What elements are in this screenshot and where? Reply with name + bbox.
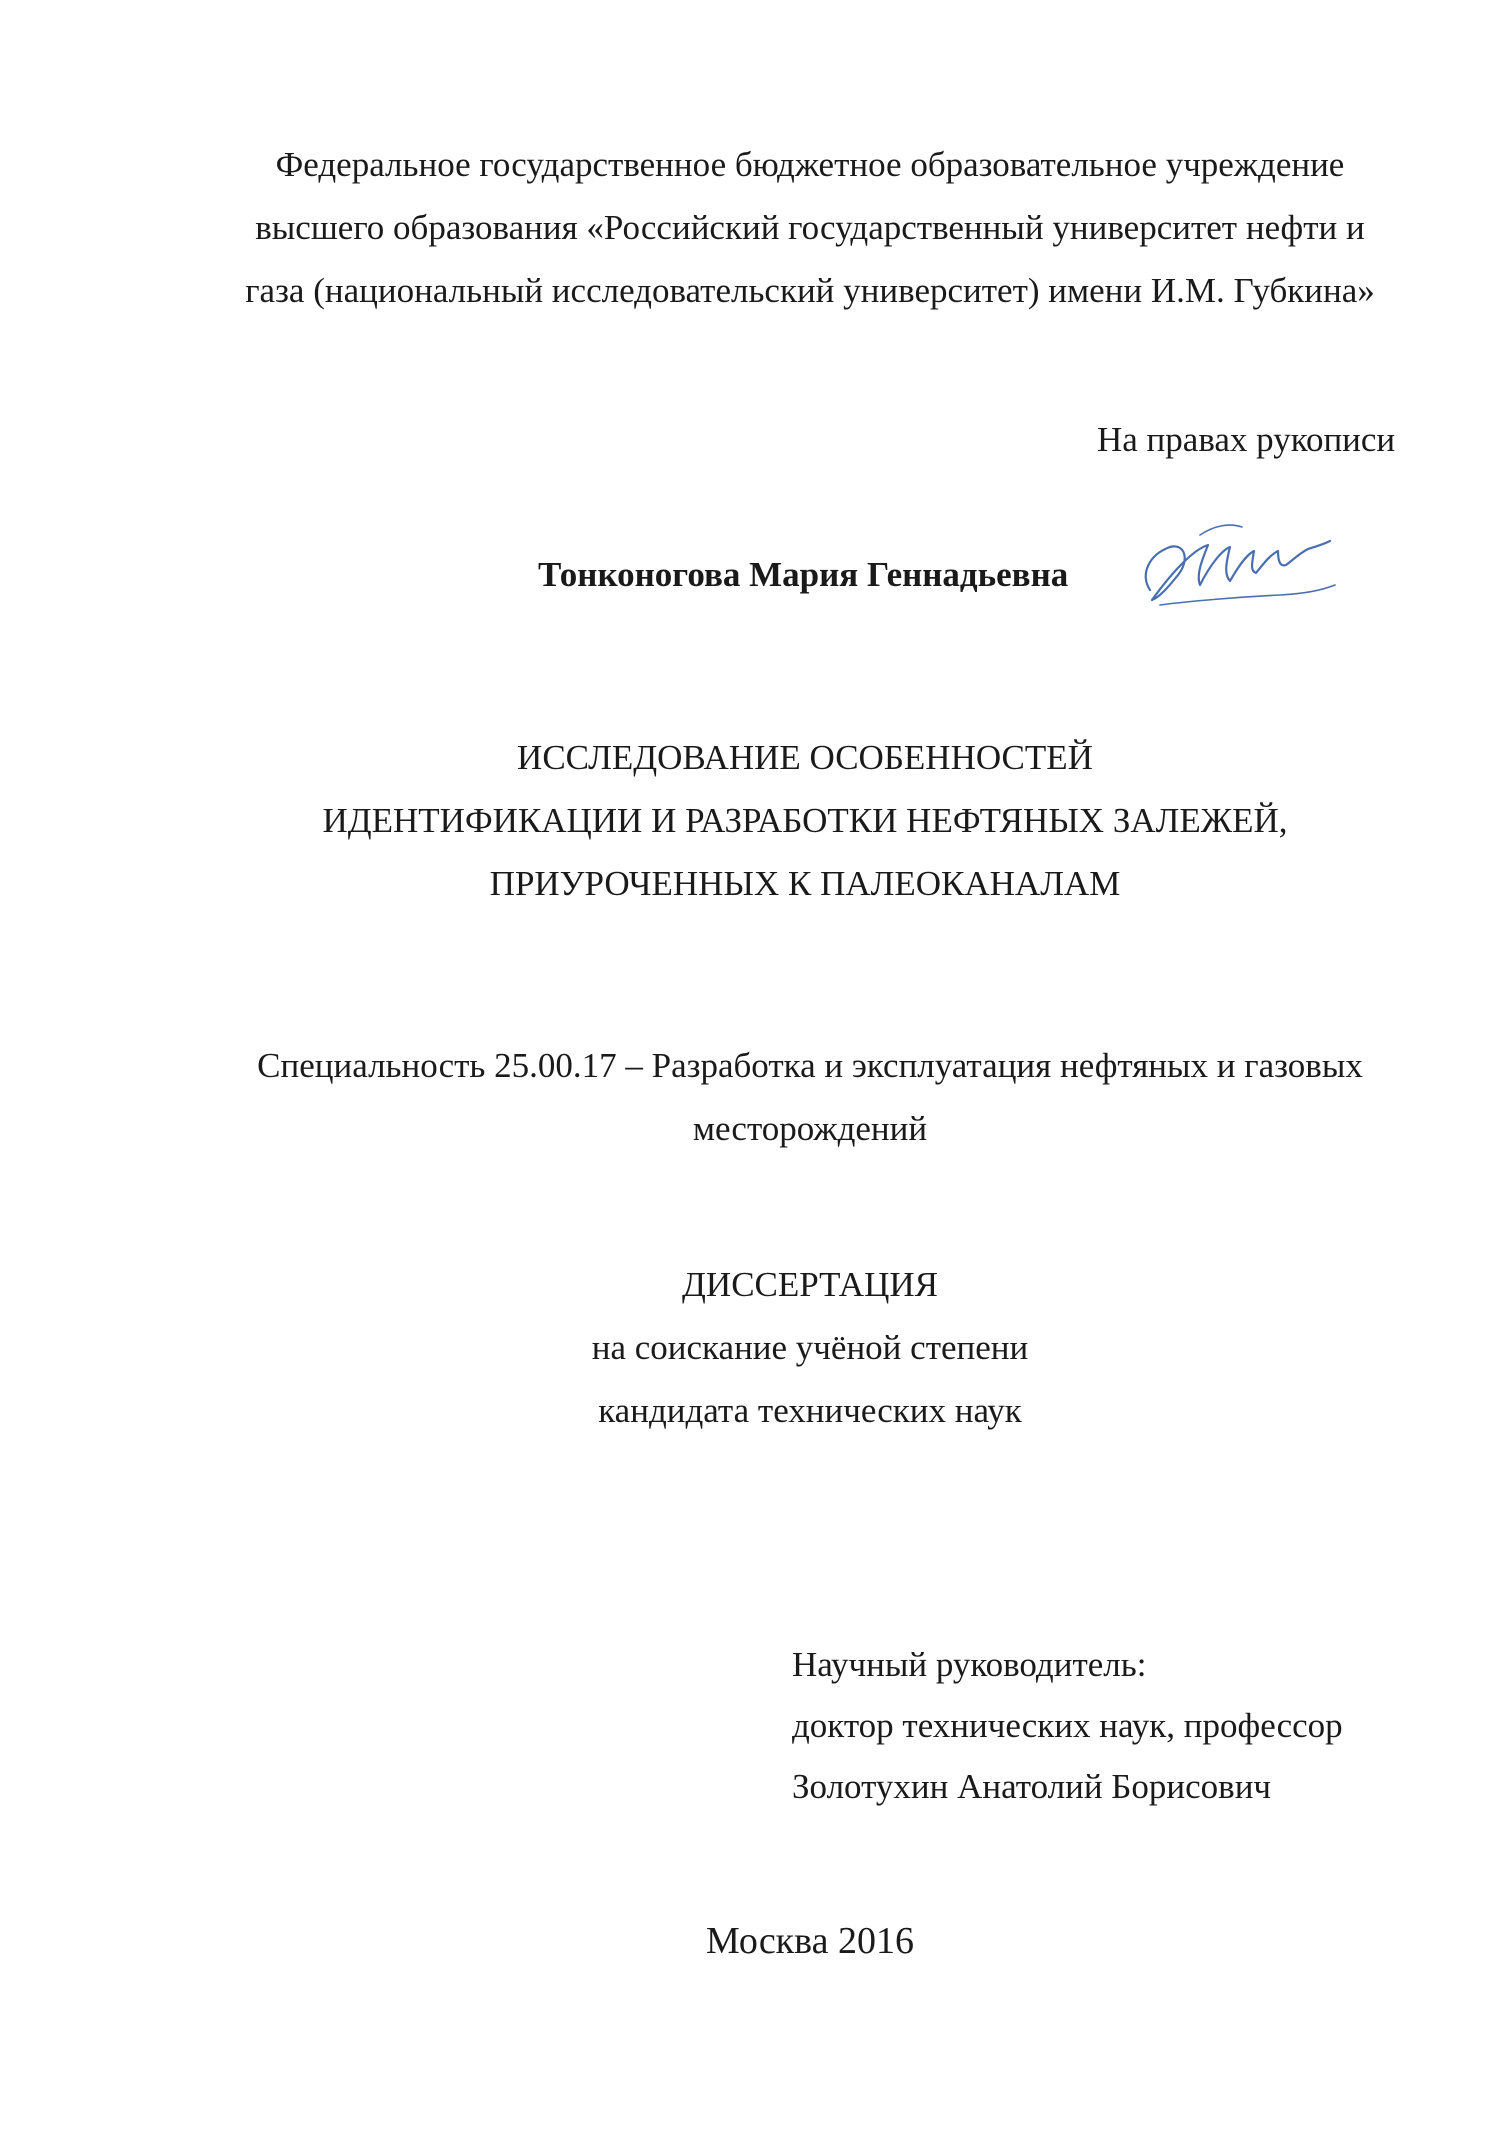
specialty-line-1: Специальность 25.00.17 – Разработка и эксплуатация нефтяных и газовых xyxy=(257,1046,1363,1085)
dissertation-degree-line: на соискание учёной степени xyxy=(591,1328,1029,1367)
dissertation-heading: ДИССЕРТАЦИЯ xyxy=(682,1265,938,1304)
specialty-line-2: месторождений xyxy=(692,1109,928,1148)
supervisor-degree: доктор технических наук, профессор xyxy=(792,1706,1343,1745)
supervisor-label: Научный руководитель: xyxy=(792,1645,1147,1684)
manuscript-note: На правах рукописи xyxy=(1097,420,1396,459)
author-name: Тонконогова Мария Геннадьевна xyxy=(538,555,1069,594)
place-year: Москва 2016 xyxy=(706,1920,914,1962)
supervisor-name: Золотухин Анатолий Борисович xyxy=(792,1767,1272,1806)
institution-line-1: Федеральное государственное бюджетное образовательное учреждение xyxy=(275,145,1345,184)
dissertation-field-line: кандидата технических наук xyxy=(598,1391,1022,1430)
institution-line-2: высшего образования «Российский государственный университет нефти и xyxy=(255,208,1365,247)
title-line-2: ИДЕНТИФИКАЦИИ И РАЗРАБОТКИ НЕФТЯНЫХ ЗАЛЕЖЕЙ, xyxy=(322,801,1288,840)
institution-line-3: газа (национальный исследовательский университет) имени И.М. Губкина» xyxy=(245,271,1375,310)
title-line-3: ПРИУРОЧЕННЫХ К ПАЛЕОКАНАЛАМ xyxy=(489,864,1121,903)
title-line-1: ИССЛЕДОВАНИЕ ОСОБЕННОСТЕЙ xyxy=(517,738,1093,777)
signature-image xyxy=(1130,505,1360,625)
